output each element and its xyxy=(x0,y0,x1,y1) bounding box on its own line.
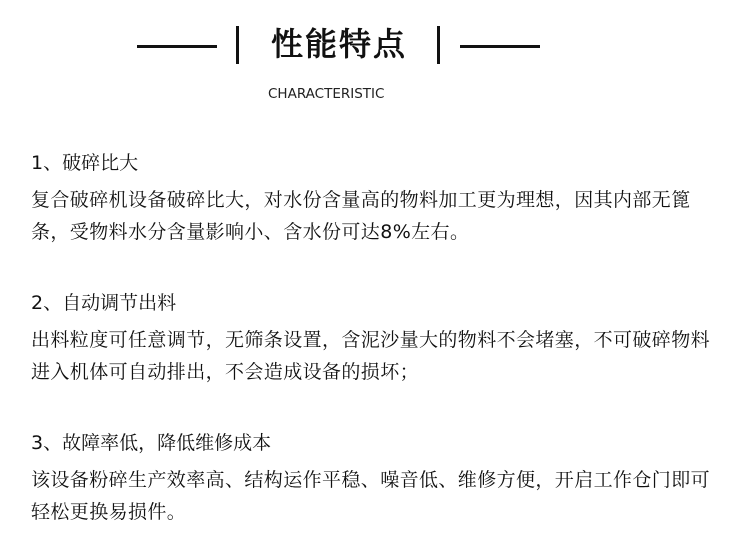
feature-body: 复合破碎机设备破碎比大，对水份含量高的物料加工更为理想，因其内部无篦条，受物料水分含量影响小、含水份可达8%左右。 xyxy=(31,189,691,243)
feature-section-3 xyxy=(31,432,721,528)
feature-section-1 xyxy=(31,152,721,248)
feature-body: 该设备粉碎生产效率高、结构运作平稳、噪音低、维修方便，开启工作仓门即可轻松更换易损件。 xyxy=(31,469,711,523)
feature-body: 出料粒度可任意调节，无筛条设置，含泥沙量大的物料不会堵塞，不可破碎物料进入机体可自动排出，不会造成设备的损坏； xyxy=(31,329,711,383)
feature-title: 1、破碎比大 xyxy=(31,152,139,174)
feature-title: 3、故障率低，降低维修成本 xyxy=(31,432,272,454)
left-decorative-rule xyxy=(137,45,217,48)
right-vertical-bar xyxy=(437,26,440,64)
page-subtitle: CHARACTERISTIC xyxy=(268,86,385,102)
page-title: 性能特点 xyxy=(270,25,407,63)
feature-title: 2、自动调节出料 xyxy=(31,292,177,314)
feature-section-2 xyxy=(31,292,721,388)
section-header xyxy=(0,18,750,70)
right-decorative-rule xyxy=(460,45,540,48)
left-vertical-bar xyxy=(236,26,239,64)
